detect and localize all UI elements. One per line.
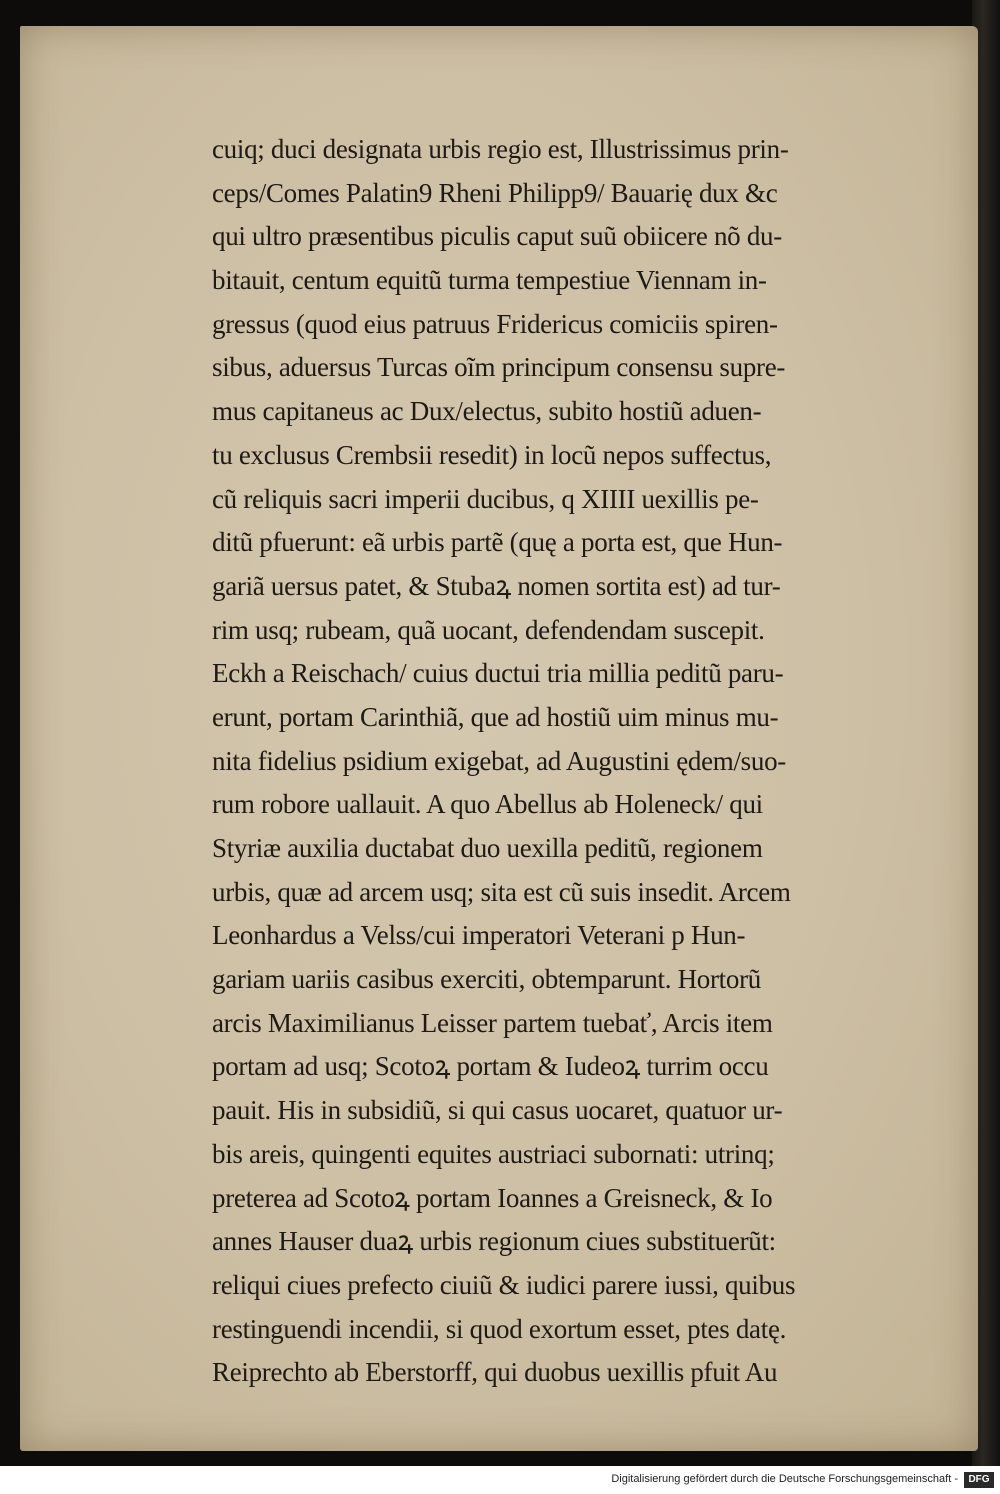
text-line: cuiq; duci designata urbis regio est, Illustrissimus prin- xyxy=(212,134,789,164)
text-line: rim usq; rubeam, quã uocant, defendendam suscepit. xyxy=(212,614,765,645)
text-line: ditũ pfuerunt: eã urbis partẽ (quę a porta est, que Hun- xyxy=(212,527,783,558)
text-line: gariã uersus patet, & Stubaꝝ nomen sortita est) ad tur- xyxy=(212,570,781,601)
text-line: Reiprechto ab Eberstorff, qui duobus uexillis pfuit Au xyxy=(212,1357,778,1388)
footer-bar xyxy=(0,1466,1000,1494)
text-line: sibus, aduersus Turcas oĩm principum consensu supre- xyxy=(212,352,786,383)
text-line: bis areis, quingenti equites austriaci subornati: utrinq; xyxy=(212,1138,775,1169)
text-line: mus capitaneus ac Dux/electus, subito hostiũ aduen- xyxy=(212,396,762,427)
text-line: urbis, quæ ad arcem usq; sita est cũ suis insedit. Arcem xyxy=(212,876,791,907)
text-line: gariam uariis casibus exerciti, obtemparunt. Hortorũ xyxy=(212,964,761,995)
text-line: pauit. His in subsidiũ, si qui casus uocaret, quatuor ur- xyxy=(212,1095,783,1126)
text-line: Leonhardus a Velss/cui imperatori Veterani p Hun- xyxy=(212,920,746,951)
text-line: rum robore uallauit. A quo Abellus ab Holeneck/ qui xyxy=(212,789,763,820)
text-line: preterea ad Scotoꝝ portam Ioannes a Greisneck, & Io xyxy=(212,1182,773,1213)
text-line: gressus (quod eius patruus Fridericus comiciis spiren- xyxy=(212,308,778,339)
text-line: restinguendi incendii, si quod exortum esset, ptes datę. xyxy=(212,1313,787,1344)
text-line: erunt, portam Carinthiã, que ad hostiũ uim minus mu- xyxy=(212,701,779,732)
text-line: arcis Maximilianus Leisser partem tuebať, Arcis item xyxy=(212,1007,773,1038)
dfg-logo: DFG xyxy=(964,1472,994,1488)
text-line: annes Hauser duaꝝ urbis regionum ciues substituerũt: xyxy=(212,1226,776,1257)
text-line: portam ad usq; Scotoꝝ portam & Iudeoꝝ turrim occu xyxy=(212,1051,769,1082)
text-line: Eckh a Reischach/ cuius ductui tria millia peditũ paru- xyxy=(212,658,784,689)
body-text xyxy=(212,128,942,1395)
text-line: reliqui ciues prefecto ciuiũ & iudici parere iussi, quibus xyxy=(212,1269,796,1300)
text-line: ceps/Comes Palatin9 Rheni Philipp9/ Bauarię dux &c xyxy=(212,177,778,208)
text-line: bitauit, centum equitũ turma tempestiue Viennam in- xyxy=(212,265,767,296)
text-line: nita fidelius psidium exigebat, ad Augustini ędem/suo- xyxy=(212,745,786,776)
text-line: tu exclusus Crembsii resedit) in locũ nepos suffectus, xyxy=(212,439,772,470)
text-line: Styriæ auxilia ductabat duo uexilla peditũ, regionem xyxy=(212,833,763,863)
text-line: cũ reliquis sacri imperii ducibus, q XIIII uexillis pe- xyxy=(212,483,759,514)
text-line: qui ultro præsentibus pіculis caput suũ obiicere nõ du- xyxy=(212,221,782,252)
funding-credit: Digitalisierung gefördert durch die Deutsche Forschungsgemeinschaft - xyxy=(611,1473,958,1485)
